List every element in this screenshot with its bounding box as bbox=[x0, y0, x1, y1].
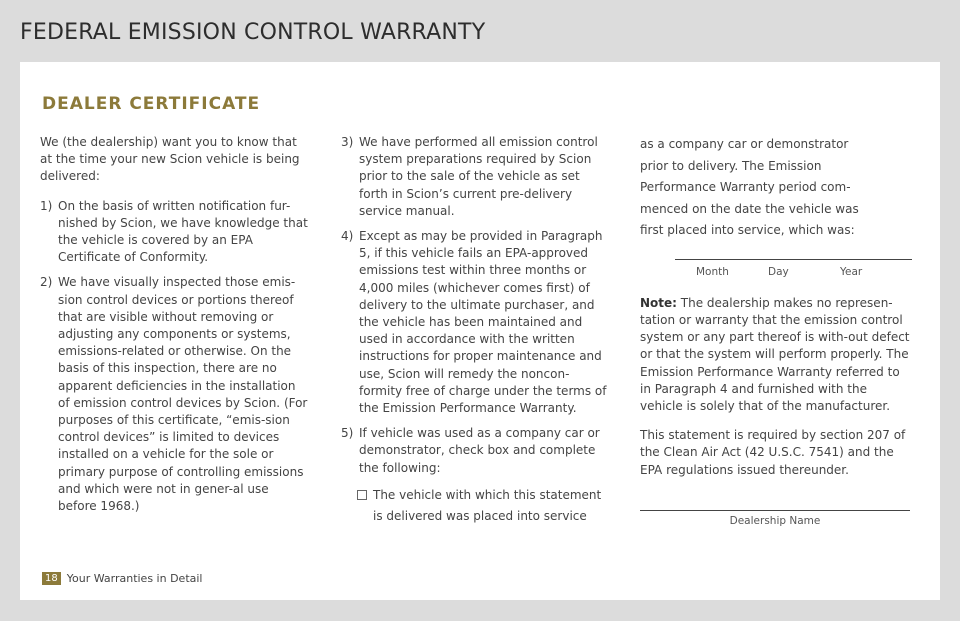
item-number: 1) bbox=[40, 198, 53, 213]
item-text: On the basis of written notification fur-nished by Scion, we have knowledge that the vehicle is covered by an EPA Certificate of Conformity. bbox=[58, 198, 308, 265]
page-header-title: FEDERAL EMISSION CONTROL WARRANTY bbox=[20, 20, 486, 45]
date-signature-line[interactable] bbox=[675, 259, 912, 260]
dealership-name-label: Dealership Name bbox=[729, 515, 821, 527]
year-label: Year bbox=[840, 265, 863, 278]
list-item bbox=[341, 134, 611, 220]
note-text: The dealership makes no represen-tation or warranty that the emission control system or any part thereof is with-out defect or that the system will perform properly. The Emission Performance Warranty referred to in Paragraph 4 and furnished with the vehicle is solely that of the manufacturer. bbox=[640, 295, 910, 413]
continuation-text: as a company car or demonstrator prior to delivery. The Emission Performance Warranty period com-menced on the date the vehicle was first placed into service, which was: bbox=[640, 137, 859, 237]
note-paragraph bbox=[640, 295, 912, 415]
note-label: Note: bbox=[640, 295, 677, 310]
item-text: We have performed all emission control system preparations required by Scion prior to the sale of the vehicle as set forth in Scion’s current pre-delivery service manual. bbox=[359, 135, 598, 218]
item-number: 3) bbox=[341, 135, 354, 149]
item-number: 5) bbox=[341, 426, 354, 441]
list-item bbox=[40, 274, 310, 515]
company-car-checkbox-row[interactable] bbox=[341, 485, 611, 527]
list-item bbox=[341, 425, 611, 477]
intro-text: We (the dealership) want you to know that at the time your new Scion vehicle is being delivered: bbox=[40, 135, 300, 184]
date-labels bbox=[640, 264, 912, 281]
month-label: Month bbox=[696, 265, 729, 278]
item-text: We have visually inspected those emis-sion control devices or portions thereof that are visible without removing or adjusting any components or systems, emissions-related or otherwise. On the basis of this inspection, there are no apparent deficiencies in the installation of emission control devices by Scion. (For purposes of this certificate, “emis-sion control devices” is limited to devices installed on a vehicle for the sole or primary purpose of controlling emissions and which were not in gener-al use before 1968.) bbox=[58, 275, 308, 514]
day-label: Day bbox=[768, 265, 789, 278]
section-title: DEALER CERTIFICATE bbox=[42, 94, 261, 114]
item-number: 4) bbox=[341, 229, 354, 244]
item-text: If vehicle was used as a company car or demonstrator, check box and complete the following: bbox=[359, 426, 600, 475]
dealership-signature-line[interactable] bbox=[640, 510, 910, 511]
checkbox-text: The vehicle with which this statement is delivered was placed into service bbox=[373, 487, 602, 523]
item-number: 2) bbox=[40, 275, 53, 290]
column-1 bbox=[40, 134, 310, 523]
list-item bbox=[40, 198, 310, 267]
column-2 bbox=[341, 134, 611, 527]
column-3 bbox=[640, 134, 912, 491]
statement-text: This statement is required by section 207 of the Clean Air Act (42 U.S.C. 7541) and the EPA regulations issued thereunder. bbox=[640, 428, 906, 477]
footer bbox=[42, 572, 202, 585]
item-text: Except as may be provided in Paragraph 5, if this vehicle fails an EPA-approved emissions test within three months or 4,000 miles (whichever comes first) of delivery to the ultimate purchaser, and the vehicle has been maintained and used in accordance with the written instructions for proper maintenance and use, Scion will remedy the noncon-formity free of charge under the terms of the Emission Performance Warranty. bbox=[359, 229, 607, 416]
footer-text: Your Warranties in Detail bbox=[66, 572, 203, 585]
checkbox-icon[interactable] bbox=[357, 490, 367, 500]
page-number-badge: 18 bbox=[42, 572, 61, 585]
list-item bbox=[341, 228, 611, 417]
